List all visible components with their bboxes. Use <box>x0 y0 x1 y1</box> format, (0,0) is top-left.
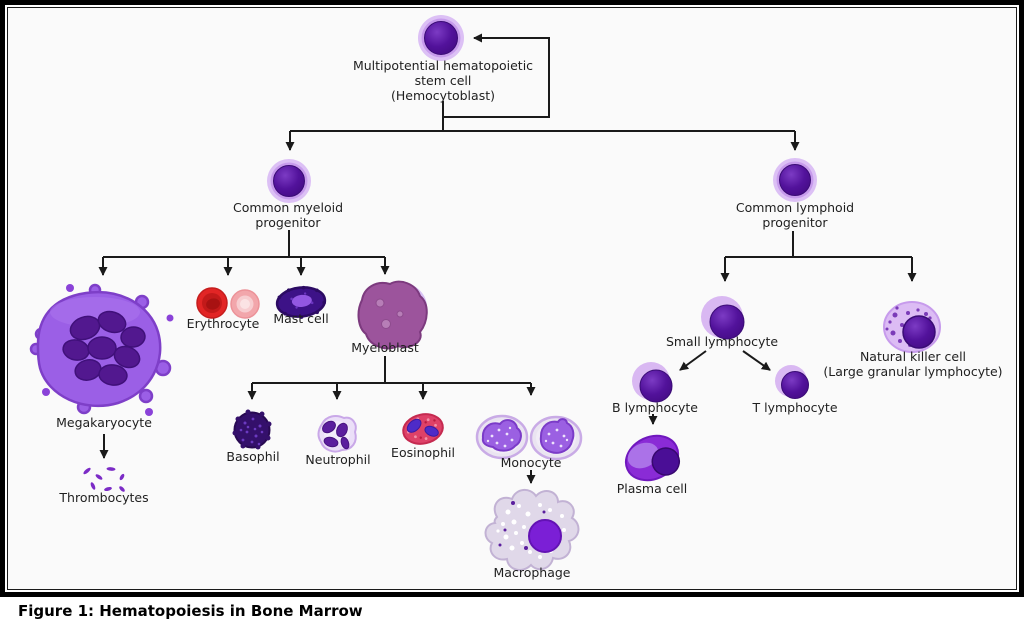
megakaryocyte-icon <box>31 284 174 416</box>
erythrocyte-icon <box>197 288 259 318</box>
thrombocytes-icon <box>82 467 125 493</box>
myeloid-progenitor-label: Common myeloid progenitor <box>232 200 344 230</box>
t-lymphocyte-icon <box>775 365 809 399</box>
erythrocyte-label: Erythrocyte <box>186 316 260 331</box>
macrophage-icon <box>486 490 579 570</box>
t-lymphocyte-label: T lymphocyte <box>752 400 838 415</box>
natural-killer-cell-label: Natural killer cell (Large granular lymphocyte) <box>823 349 1003 379</box>
eosinophil-icon <box>400 411 445 448</box>
neutrophil-label: Neutrophil <box>305 452 371 467</box>
myeloblast-label: Myeloblast <box>351 340 419 355</box>
lymphoid-progenitor-icon <box>773 158 817 202</box>
thrombocytes-label: Thrombocytes <box>59 490 149 505</box>
megakaryocyte-label: Megakaryocyte <box>56 415 152 430</box>
monocyte-icon <box>477 416 581 459</box>
myeloid-progenitor-icon <box>267 159 311 203</box>
figure-caption: Figure 1: Hematopoiesis in Bone Marrow <box>18 602 363 620</box>
basophil-icon <box>233 410 272 450</box>
stem-cell-label: Multipotential hematopoietic stem cell (Hemocytoblast) <box>352 58 534 103</box>
monocyte-label: Monocyte <box>500 455 562 470</box>
b-lymphocyte-label: B lymphocyte <box>612 400 698 415</box>
eosinophil-label: Eosinophil <box>391 445 455 460</box>
neutrophil-icon <box>318 416 355 452</box>
natural-killer-cell-icon <box>884 302 940 352</box>
lymphoid-progenitor-label: Common lymphoid progenitor <box>735 200 855 230</box>
b-lymphocyte-icon <box>632 362 672 402</box>
macrophage-label: Macrophage <box>493 565 571 580</box>
small-lymphocyte-icon <box>701 296 744 339</box>
mast-cell-label: Mast cell <box>273 311 329 326</box>
small-lymphocyte-label: Small lymphocyte <box>665 334 779 349</box>
stem-cell-icon <box>418 15 464 61</box>
basophil-label: Basophil <box>226 449 280 464</box>
myeloblast-icon <box>359 282 427 349</box>
plasma-cell-label: Plasma cell <box>616 481 688 496</box>
